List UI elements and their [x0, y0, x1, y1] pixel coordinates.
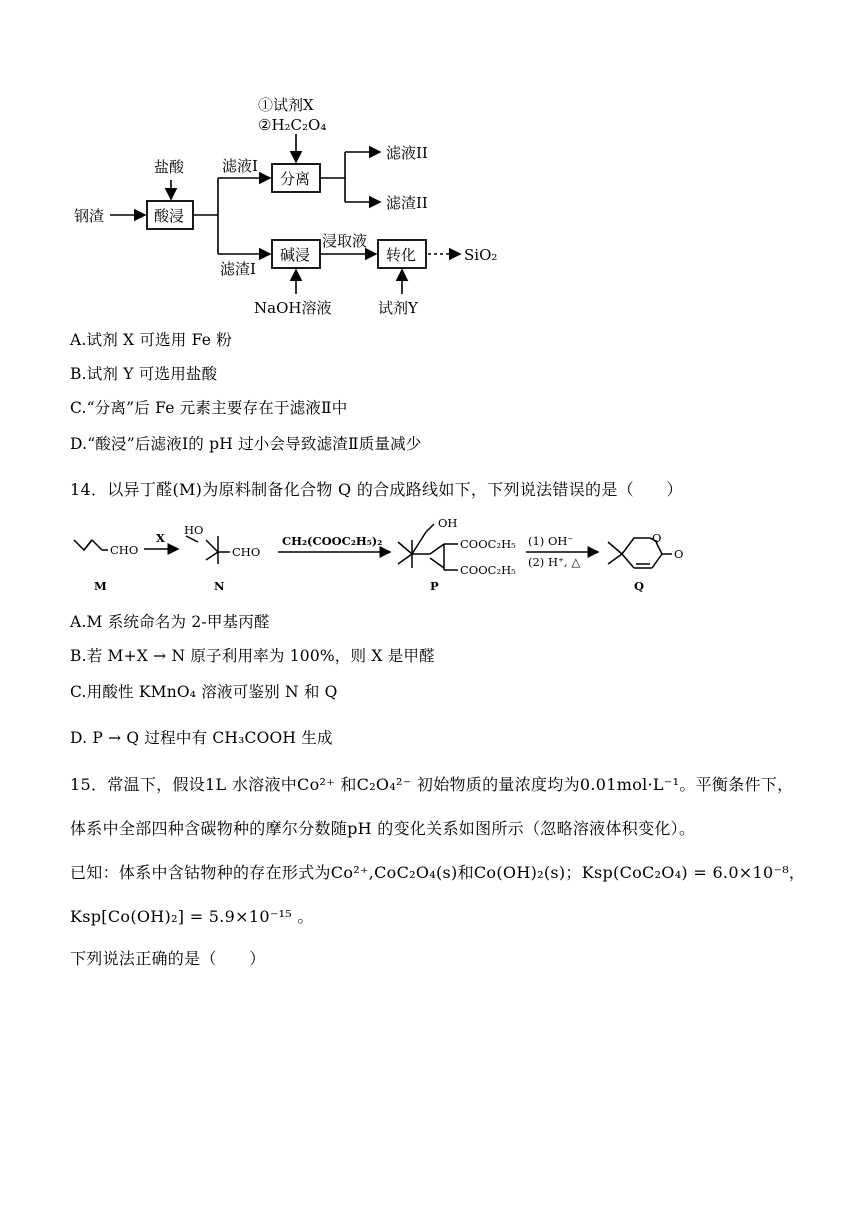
residue-i-label: 滤渣I	[220, 260, 256, 278]
p-ester-1: COOC₂H₅	[460, 537, 516, 551]
q15-line-2: 体系中全部四种含碳物种的摩尔分数随pH 的变化关系如图所示（忽略溶液体积变化）。	[70, 819, 696, 838]
filtrate-ii-label: 滤液II	[386, 144, 428, 162]
leachate-label: 浸取液	[322, 232, 368, 250]
q13-option-d: D.“酸浸”后滤液Ⅰ的 pH 过小会导致滤渣Ⅱ质量减少	[70, 435, 422, 453]
n-ho-group: HO	[184, 523, 204, 537]
m-label: M	[94, 579, 107, 593]
residue-ii-label: 滤渣II	[386, 194, 428, 212]
q-ring-oxygen: O	[652, 531, 662, 545]
q14-stem: 14．以异丁醛(M)为原料制备化合物 Q 的合成路线如下，下列说法错误的是（ ）	[70, 480, 683, 499]
q15-line-1: 15．常温下，假设1L 水溶液中Co²⁺ 和C₂O₄²⁻ 初始物质的量浓度均为0.01mol·L⁻¹。平衡条件下，	[70, 775, 794, 794]
q14-option-c: C.用酸性 KMnO₄ 溶液可鉴别 N 和 Q	[70, 683, 338, 701]
acid-leach-box-label: 酸浸	[154, 207, 185, 225]
filtrate-i-label: 滤液I	[222, 157, 258, 175]
p-ester-2: COOC₂H₅	[460, 563, 516, 577]
q14-option-a: A.M 系统命名为 2-甲基丙醛	[70, 613, 270, 631]
p-label: P	[430, 579, 439, 593]
q15-line-3: 已知：体系中含钴物种的存在形式为Co²⁺,CoC₂O₄(s)和Co(OH)₂(s)；Ksp(CoC₂O₄) = 6.0×10⁻⁸，	[70, 863, 806, 882]
synthesis-scheme	[68, 512, 708, 596]
q13-option-a: A.试剂 X 可选用 Fe 粉	[70, 331, 232, 349]
q14-option-d: D. P → Q 过程中有 CH₃COOH 生成	[70, 729, 333, 747]
sio2-label: SiO₂	[464, 246, 498, 264]
arrow1-reagent: X	[156, 531, 165, 545]
arrow3-condition-top: (1) OH⁻	[528, 534, 574, 548]
reagent-y-label: 试剂Y	[378, 299, 418, 317]
h2c2o4-label: ②H₂C₂O₄	[258, 116, 327, 134]
q15-line-5: 下列说法正确的是（ ）	[70, 949, 266, 968]
process-flowchart	[60, 88, 520, 320]
n-cho-group: CHO	[232, 545, 261, 559]
transform-box-label: 转化	[386, 246, 417, 264]
m-cho-group: CHO	[110, 543, 139, 557]
arrow3-condition-bottom: (2) H⁺, △	[528, 555, 581, 569]
steel-slag-label: 钢渣	[74, 207, 105, 225]
p-oh-group: OH	[438, 516, 458, 530]
q-label: Q	[634, 579, 645, 593]
hcl-label: 盐酸	[154, 158, 185, 176]
reagent-x-label: ①试剂X	[258, 96, 314, 114]
q13-option-c: C.“分离”后 Fe 元素主要存在于滤液Ⅱ中	[70, 399, 348, 417]
q15-line-4: Ksp[Co(OH)₂] = 5.9×10⁻¹⁵ 。	[70, 907, 314, 926]
arrow2-reagent: CH₂(COOC₂H₅)₂	[282, 534, 383, 548]
alkali-leach-box-label: 碱浸	[280, 246, 311, 264]
n-label: N	[214, 579, 225, 593]
q-carbonyl-oxygen: O	[674, 547, 684, 561]
separate-box-label: 分离	[280, 170, 311, 188]
naoh-label: NaOH溶液	[254, 299, 332, 317]
q14-option-b: B.若 M+X → N 原子利用率为 100%，则 X 是甲醛	[70, 647, 435, 665]
q13-option-b: B.试剂 Y 可选用盐酸	[70, 365, 218, 383]
